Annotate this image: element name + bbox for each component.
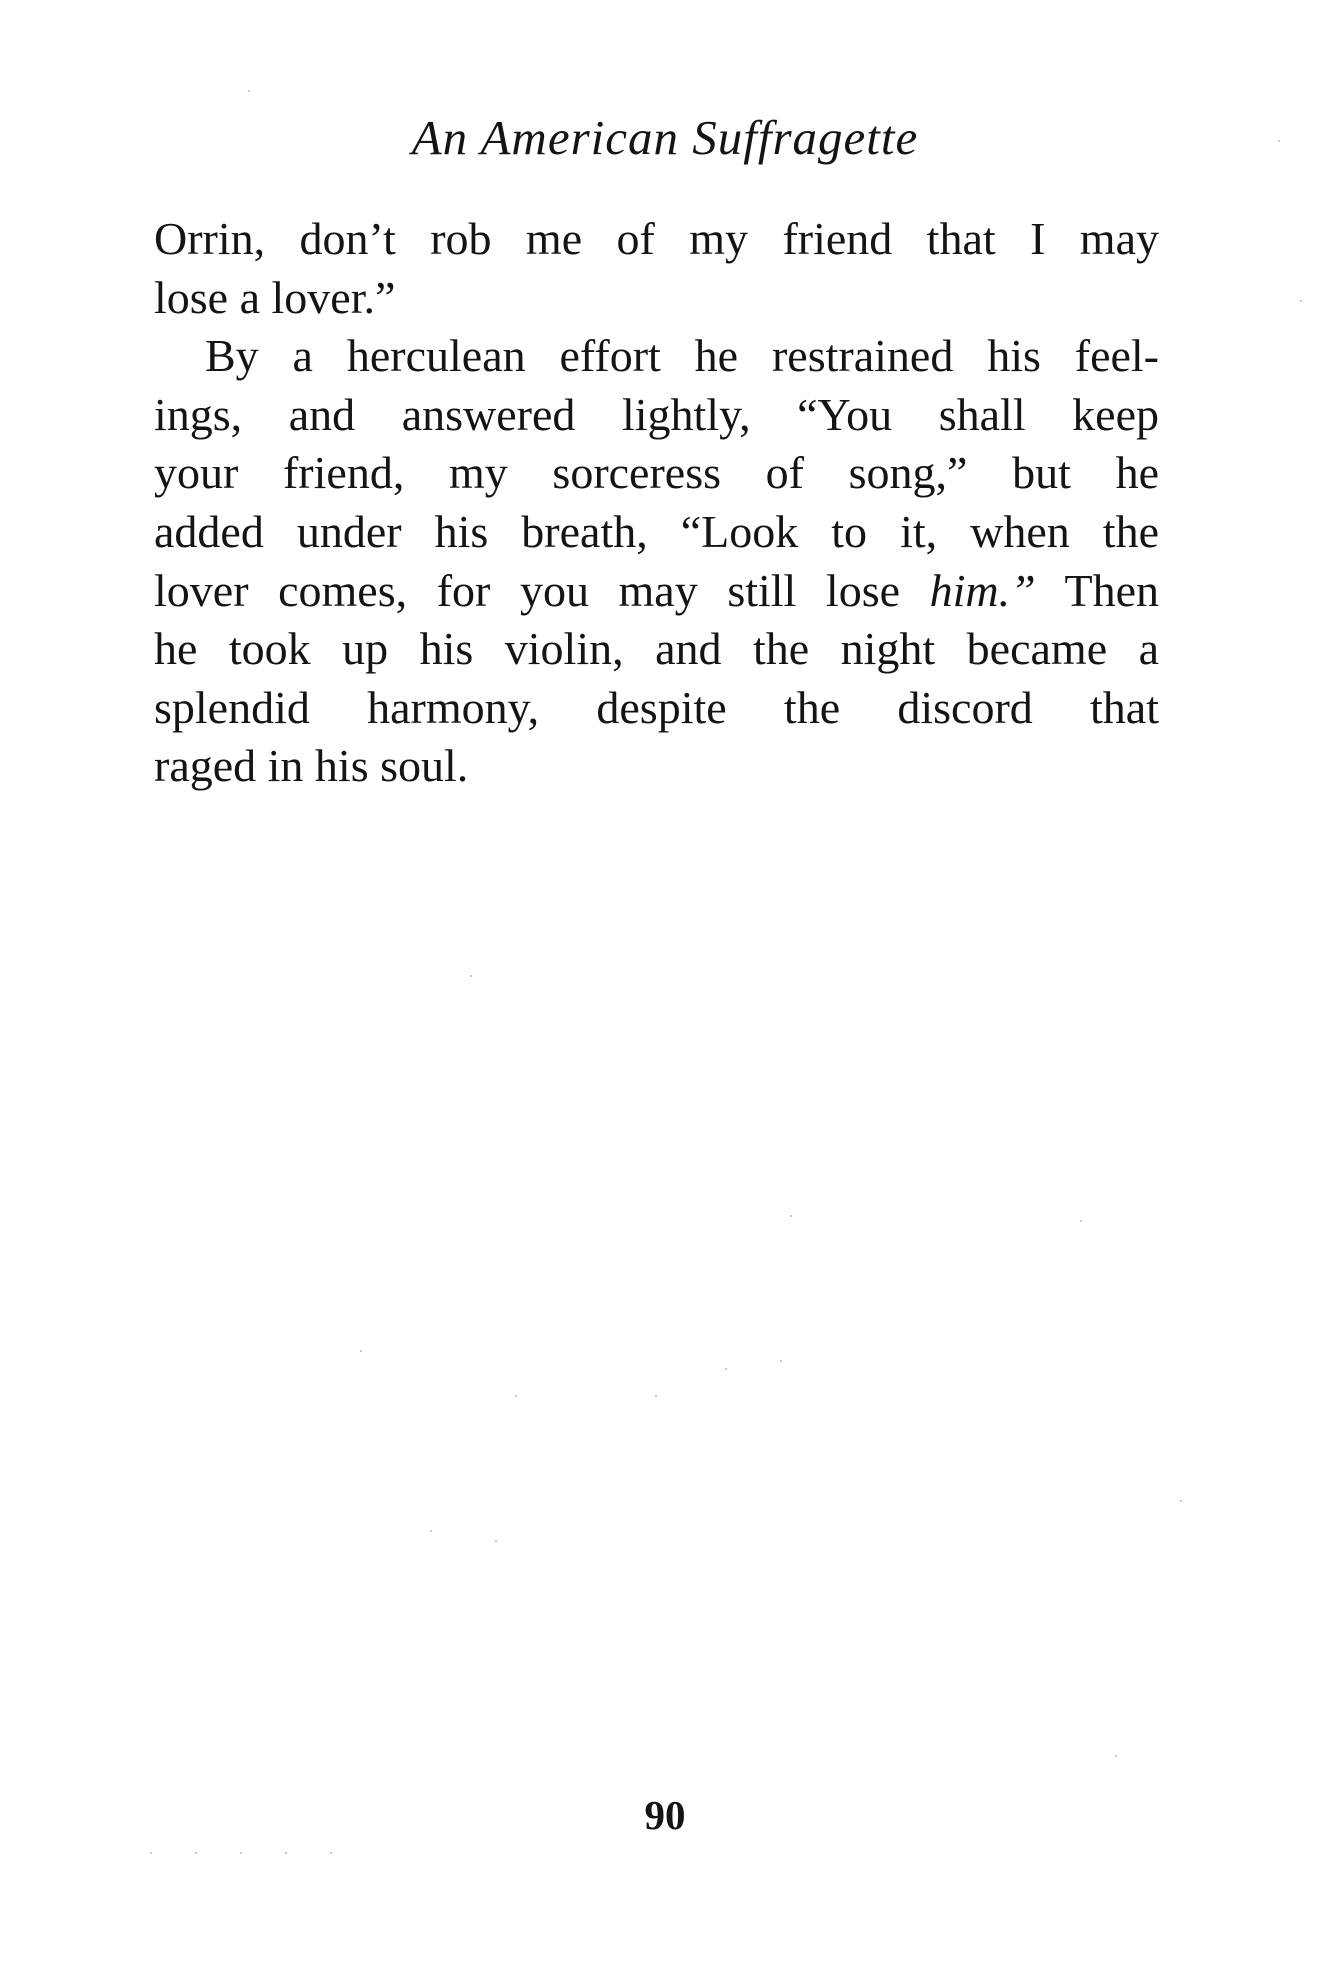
text-line: lose a lover.” — [154, 271, 396, 323]
paragraph-1 — [154, 210, 1159, 327]
page-number: 90 — [644, 1792, 686, 1838]
scan-speck — [1080, 1220, 1082, 1222]
text-line-with-italic — [154, 562, 1159, 621]
text-line: Orrin, don’t rob me of my friend that I may — [154, 213, 1159, 264]
scan-speck — [655, 1395, 657, 1397]
scan-speck — [240, 1852, 242, 1854]
paragraph-2 — [154, 327, 1159, 796]
scan-speck — [195, 1852, 197, 1854]
text-line: raged in his soul. — [154, 740, 469, 792]
text-run: Then — [1035, 564, 1159, 616]
scan-speck — [1115, 1755, 1117, 1757]
italic-word: him.” — [929, 564, 1036, 616]
scan-speck — [495, 1540, 497, 1542]
scan-speck — [285, 1852, 287, 1854]
scan-speck — [330, 1852, 332, 1854]
text-line: By a herculean effort he restrained his feel- — [205, 330, 1159, 382]
text-run: lover comes, for you may still lose — [154, 564, 930, 616]
text-line: added under his breath, “Look to it, when the — [154, 505, 1159, 557]
scan-speck — [1278, 140, 1280, 142]
text-line: your friend, my sorceress of song,” but he — [154, 447, 1159, 499]
scan-speck — [470, 975, 472, 977]
body-text — [154, 210, 1159, 796]
scan-speck — [150, 1852, 152, 1854]
scan-speck — [790, 1215, 792, 1217]
scan-speck — [725, 1368, 727, 1370]
scan-speck — [430, 1530, 432, 1532]
text-line: he took up his violin, and the night became a — [154, 623, 1159, 675]
scan-speck — [1180, 1500, 1182, 1502]
scan-speck — [248, 90, 250, 92]
scan-speck — [360, 1350, 362, 1352]
running-head: An American Suffragette — [411, 110, 919, 165]
scan-speck — [515, 1395, 517, 1397]
text-line: ings, and answered lightly, “You shall keep — [154, 388, 1159, 440]
scan-speck — [1300, 300, 1302, 302]
scan-speck — [780, 1360, 782, 1362]
text-line: splendid harmony, despite the discord that — [154, 681, 1159, 733]
